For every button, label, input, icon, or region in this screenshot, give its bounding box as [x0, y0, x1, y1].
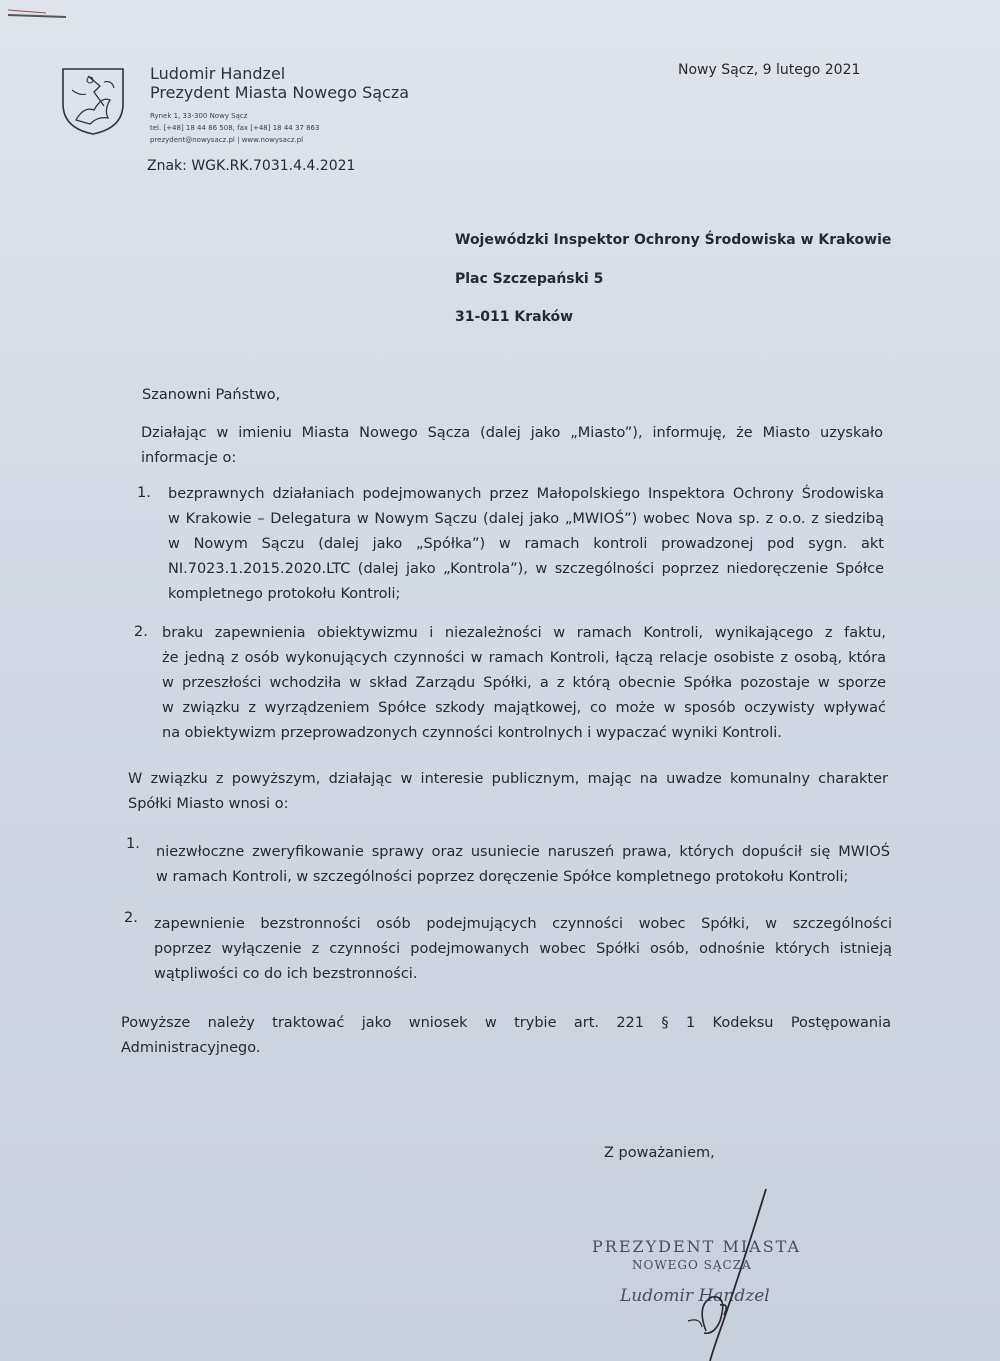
list2-item-2: [154, 912, 892, 987]
list2-item-2-line: zapewnienie bezstronności osób podejmujących czynności wobec Spółki, w szczególności: [154, 916, 892, 932]
letter-date: Nowy Sącz, 9 lutego 2021: [678, 62, 861, 78]
handwritten-signature-icon: [660, 1185, 780, 1361]
stamp-title: PREZYDENT MIASTA: [592, 1237, 802, 1256]
sender-address: Rynek 1, 33-300 Nowy Sącz: [150, 112, 248, 120]
closing-paragraph-line: Administracyjnego.: [121, 1040, 261, 1056]
list1-item-1-line: NI.7023.1.2015.2020.LTC (dalej jako „Kontrola”), w szczególności poprzez niedoręczenie Spółce: [168, 561, 884, 577]
list1-item-1-line: w Nowym Sączu (dalej jako „Spółka”) w ramach kontroli prowadzonej pod sygn. akt: [168, 536, 884, 552]
middle-line: Spółki Miasto wnosi o:: [128, 796, 289, 812]
city-crest-icon: [60, 66, 126, 136]
list1-item-1-line: w Krakowie – Delegatura w Nowym Sączu (dalej jako „MWIOŚ”) wobec Nova sp. z o.o. z siedzibą: [168, 511, 884, 527]
recipient-line-2: Plac Szczepański 5: [455, 271, 604, 287]
recipient-line-1: Wojewódzki Inspektor Ochrony Środowiska w Krakowie: [455, 232, 892, 248]
closing-paragraph: [121, 1011, 891, 1061]
intro-paragraph: [141, 421, 883, 471]
sender-title: Prezydent Miasta Nowego Sącza: [150, 83, 410, 102]
paper-clip-icon: [6, 6, 68, 20]
list1-item-1-line: bezprawnych działaniach podejmowanych przez Małopolskiego Inspektora Ochrony Środowiska: [168, 486, 884, 502]
middle-line: W związku z powyższym, działając w interesie publicznym, mając na uwadze komunalny charakter: [128, 771, 888, 787]
list1-item-2: [162, 621, 886, 746]
closing-paragraph-line: Powyższe należy traktować jako wniosek w trybie art. 221 § 1 Kodeksu Postępowania: [121, 1015, 891, 1031]
list2-item-2-line: poprzez wyłączenie z czynności podejmowanych wobec Spółki osób, odnośnie których istnieją: [154, 941, 892, 957]
list1-item-2-line: w związku z wyrządzeniem Spółce szkody majątkowej, co może w sposób oczywisty wpływać: [162, 700, 886, 716]
list2-number: 2.: [124, 910, 138, 926]
list1-item-2-line: na obiektywizm przeprowadzonych czynności kontrolnych i wypaczać wyniki Kontroli.: [162, 725, 782, 741]
sender-email: prezydent@nowysacz.pl | www.nowysacz.pl: [150, 136, 304, 144]
sender-name: Ludomir Handzel: [150, 64, 286, 83]
list2-item-1-line: niezwłoczne zweryfikowanie sprawy oraz usuniecie naruszeń prawa, których dopuścił się MWIOŚ: [156, 844, 890, 860]
salutation: Szanowni Państwo,: [142, 387, 281, 403]
list2-item-2-line: wątpliwości co do ich bezstronności.: [154, 966, 418, 982]
stamp-city: NOWEGO SĄCZA: [632, 1258, 752, 1272]
middle-paragraph: [128, 767, 888, 817]
reference-number: Znak: WGK.RK.7031.4.4.2021: [147, 158, 356, 174]
recipient-line-3: 31-011 Kraków: [455, 309, 574, 325]
list1-item-1: [168, 482, 884, 607]
list2-item-1: [156, 840, 890, 890]
list1-item-2-line: że jedną z osób wykonujących czynności w ramach Kontroli, łączą relacje osobiste z osobą, która: [162, 650, 886, 666]
intro-line: Działając w imieniu Miasta Nowego Sącza (dalej jako „Miasto”), informuję, że Miasto uzyskało: [141, 425, 883, 441]
list1-item-2-line: w przeszłości wchodziła w skład Zarządu Spółki, a z którą obecnie Spółka pozostaje w sporze: [162, 675, 886, 691]
list1-number: 1.: [137, 485, 151, 501]
list2-number: 1.: [126, 836, 140, 852]
list1-number: 2.: [134, 624, 148, 640]
list1-item-2-line: braku zapewnienia obiektywizmu i niezależności w ramach Kontroli, wynikającego z faktu,: [162, 625, 886, 641]
closing-phrase: Z poważaniem,: [604, 1145, 715, 1161]
stamp-name: Ludomir Handzel: [620, 1286, 770, 1306]
list2-item-1-line: w ramach Kontroli, w szczególności poprzez doręczenie Spółce kompletnego protokołu Kontroli;: [156, 869, 849, 885]
intro-line: informacje o:: [141, 450, 237, 466]
sender-phone: tel. [+48] 18 44 86 508, fax [+48] 18 44 37 863: [150, 124, 320, 132]
list1-item-1-line: kompletnego protokołu Kontroli;: [168, 586, 401, 602]
